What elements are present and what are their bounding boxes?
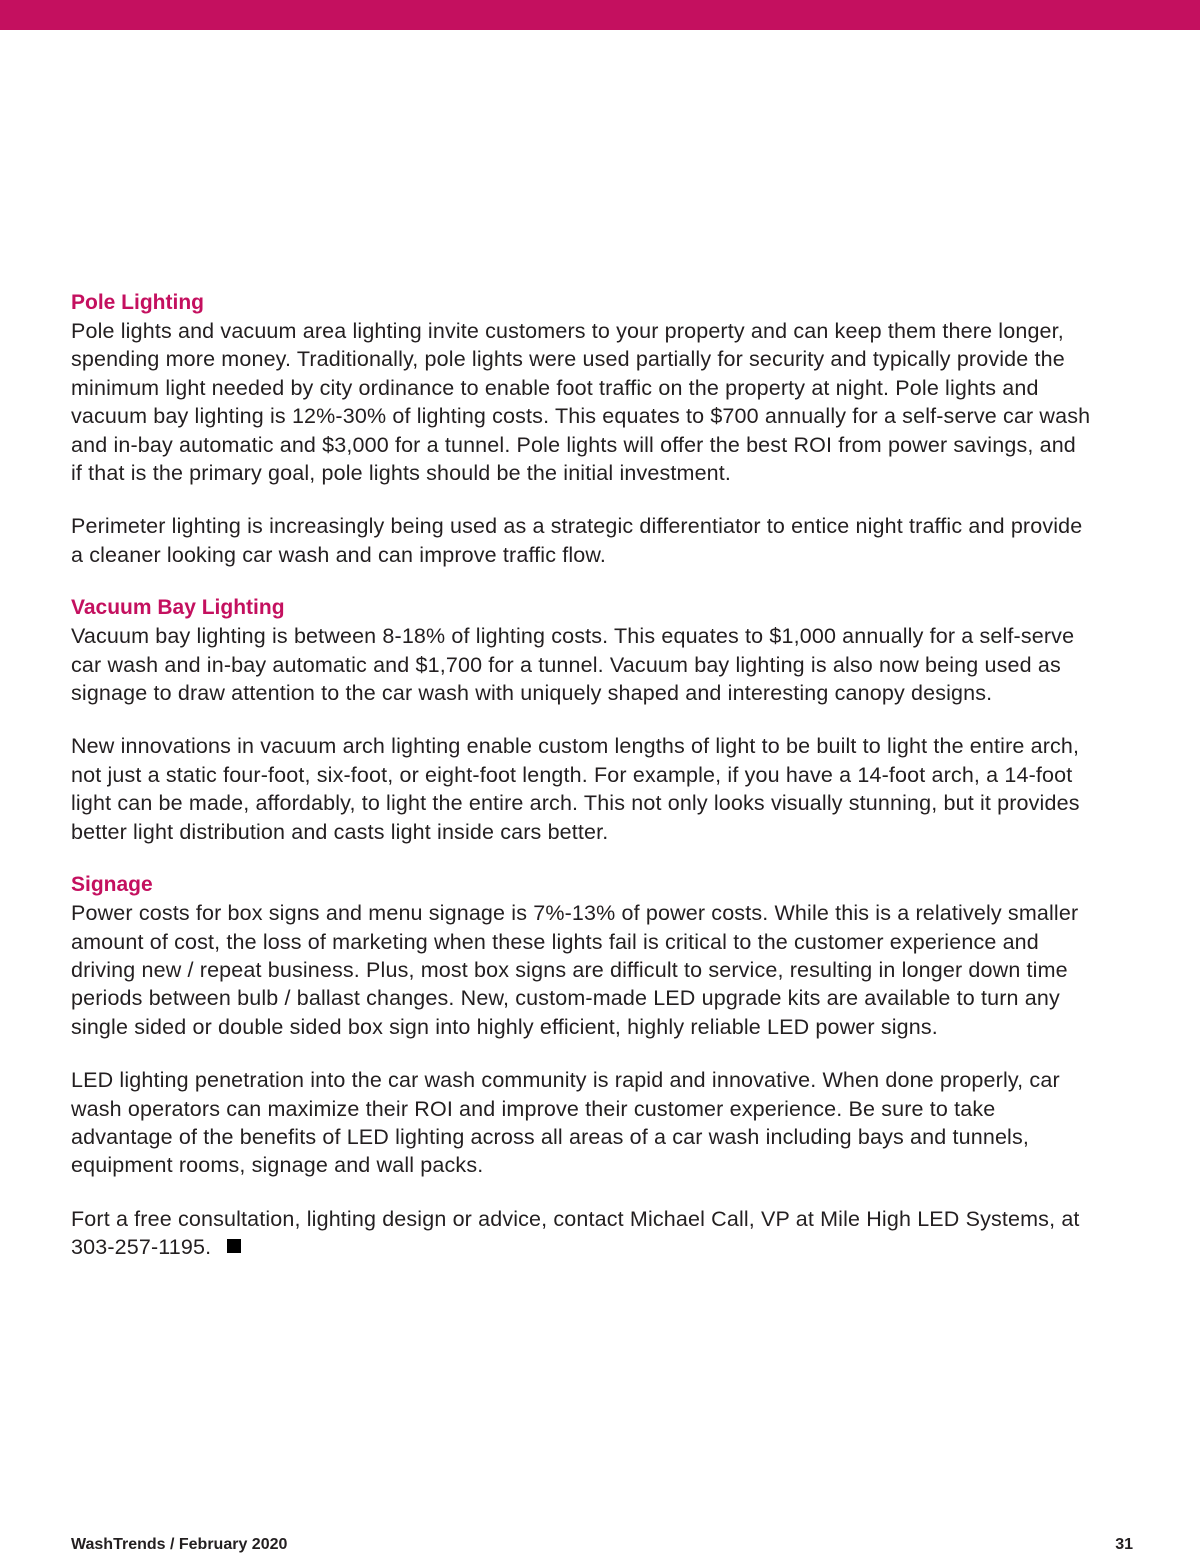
page-footer [71, 1536, 1133, 1558]
paragraph: Vacuum bay lighting is between 8-18% of lighting costs. This equates to $1,000 annually for a self-serve car wash and in-bay automatic and $1,700 for a tunnel. Vacuum bay lighting is also now being used as signage to draw attention to the car wash with uniquely shaped and interesting canopy designs. [71, 624, 1075, 706]
article-body [71, 289, 1091, 1287]
paragraph: Pole lights and vacuum area lighting invite customers to your property and can keep them there longer, spending more money. Traditionally, pole lights were used partially for security and typically provide the minimum light needed by city ordinance to enable foot traffic on the property at night. Pole lights and vacuum bay lighting is 12%-30% of lighting costs. This equates to $700 annually for a self-serve car wash and in-bay automatic and $3,000 for a tunnel. Pole lights will offer the best ROI from power savings, and if that is the primary goal, pole lights should be the initial investment. [71, 319, 1091, 486]
section-heading-pole-lighting: Pole Lighting [71, 291, 204, 314]
top-accent-bar [0, 0, 1200, 30]
page-number: 31 [1115, 1536, 1133, 1553]
paragraph: Perimeter lighting is increasingly being used as a strategic differentiator to entice night traffic and provide a cleaner looking car wash and can improve traffic flow. [71, 514, 1083, 567]
paragraph: LED lighting penetration into the car wash community is rapid and innovative. When done properly, car wash operators can maximize their ROI and improve their customer experience. Be sure to take advantage of the benefits of LED lighting across all areas of a car wash including bays and tunnels, equipment rooms, signage and wall packs. [71, 1068, 1060, 1178]
closing-paragraph [71, 1205, 1091, 1262]
section-heading-vacuum-bay-lighting: Vacuum Bay Lighting [71, 596, 285, 620]
end-of-article-square-icon [227, 1239, 241, 1253]
paragraph: New innovations in vacuum arch lighting enable custom lengths of light to be built to light the entire arch, not just a static four-foot, six-foot, or eight-foot length. For example, if you have a 14-foot arch, a 14-foot light can be made, affordably, to light the entire arch. This not only looks visually stunning, but it provides better light distribution and casts light inside cars better. [71, 734, 1080, 844]
closing-paragraph-text: Fort a free consultation, lighting design or advice, contact Michael Call, VP at Mile High LED Systems, at 303-257-1195. [71, 1206, 1080, 1260]
section-heading-signage: Signage [71, 873, 153, 897]
publication-name: WashTrends / February 2020 [71, 1536, 288, 1553]
paragraph: Power costs for box signs and menu signage is 7%-13% of power costs. While this is a relatively smaller amount of cost, the loss of marketing when these lights fail is critical to the customer experience and driving new / repeat business. Plus, most box signs are difficult to service, resulting in longer down time periods between bulb / ballast changes. New, custom-made LED upgrade kits are available to turn any single sided or double sided box sign into highly efficient, highly reliable LED power signs. [71, 901, 1079, 1039]
